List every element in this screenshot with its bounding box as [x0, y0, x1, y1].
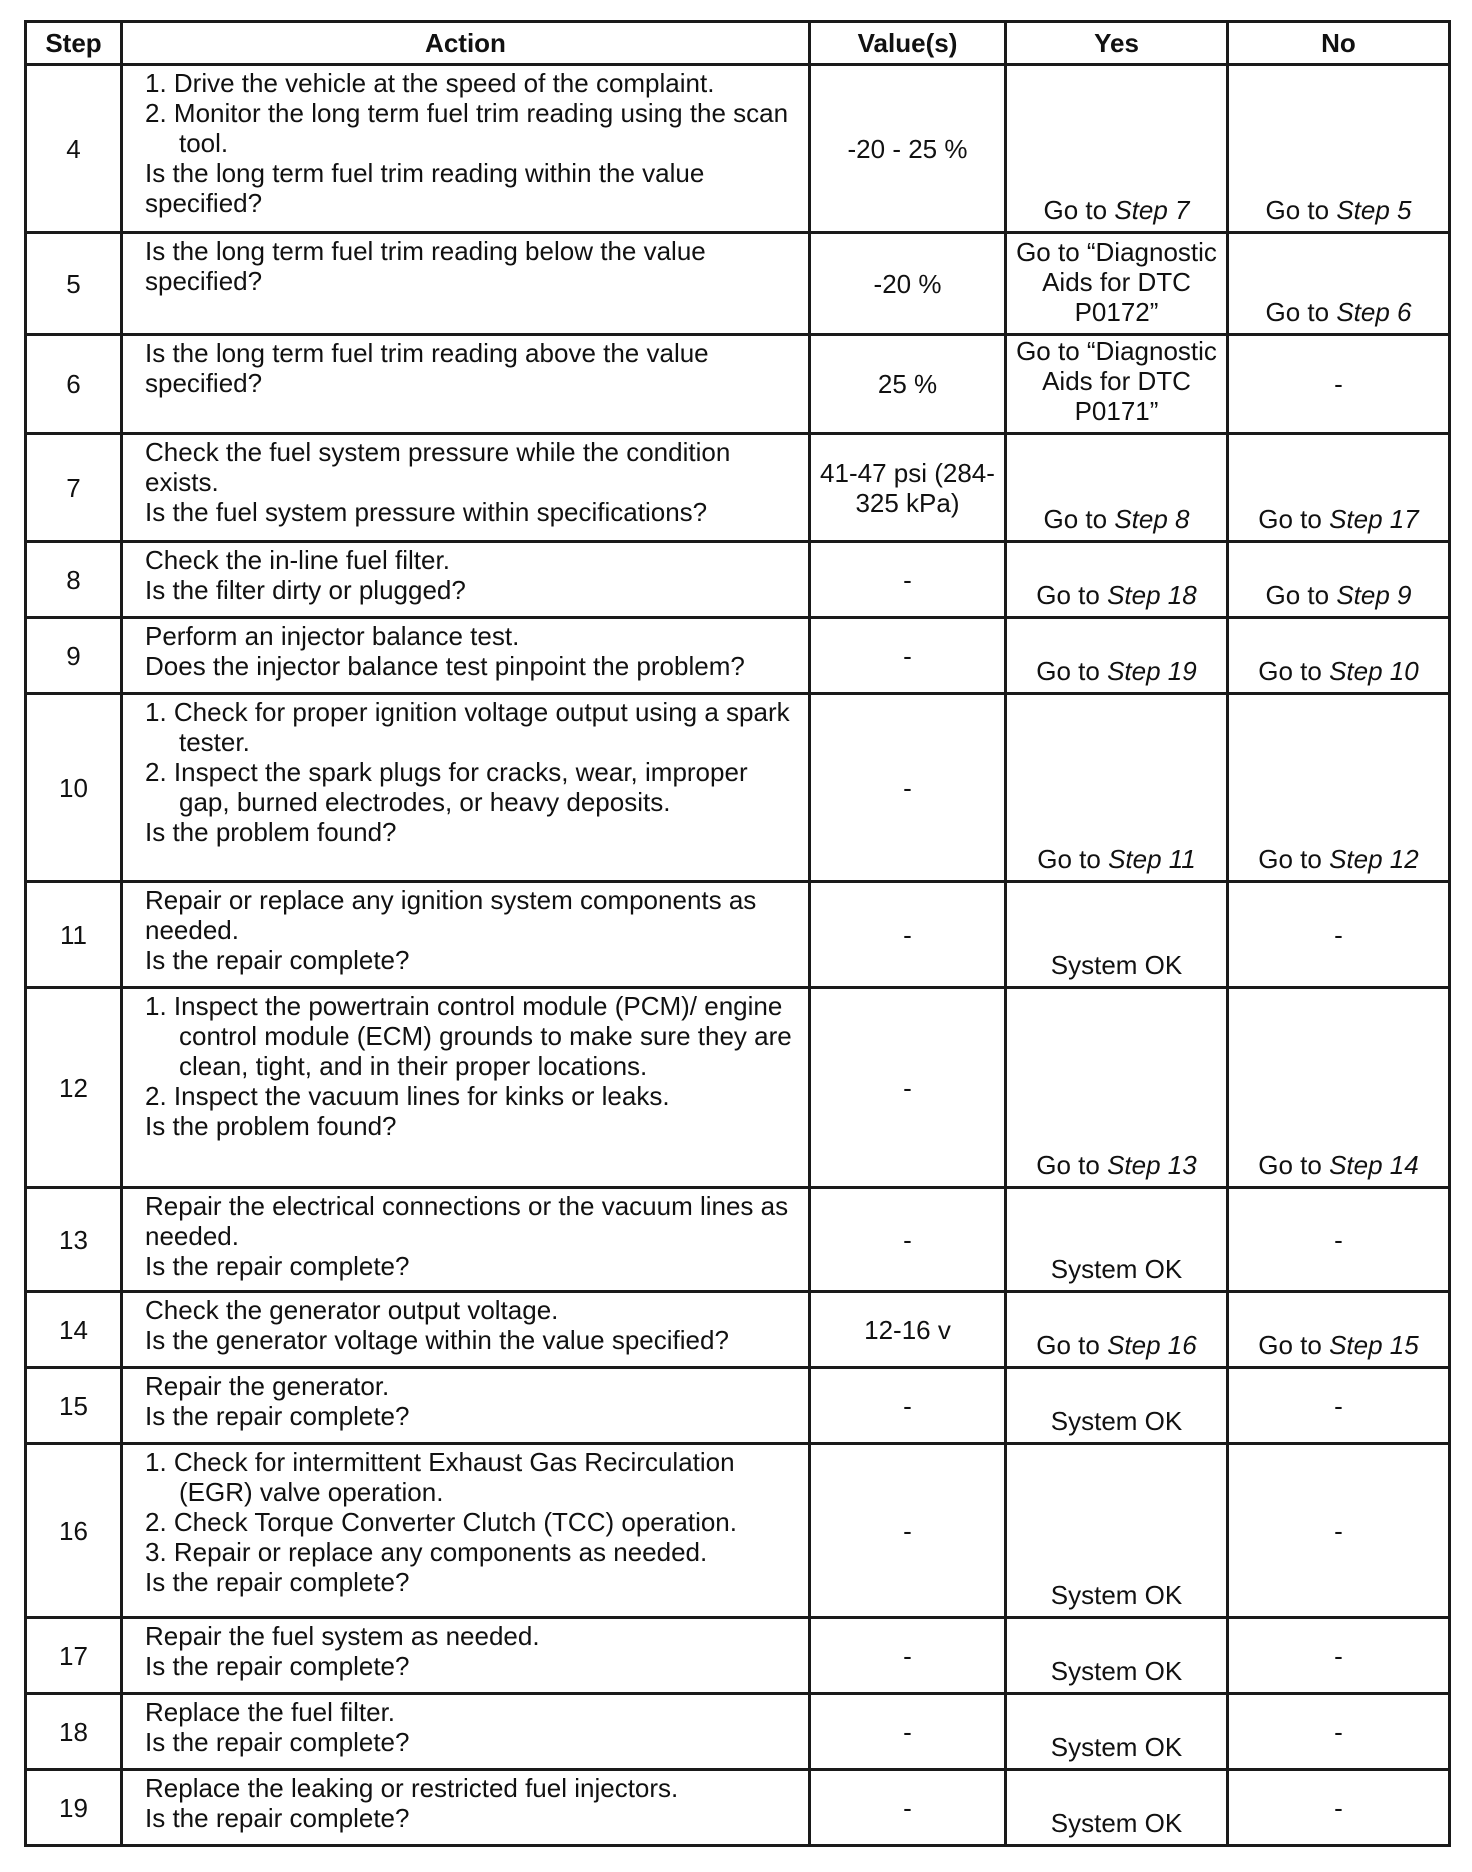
table-row	[26, 233, 1450, 335]
table-row	[26, 65, 1450, 233]
table-row	[26, 882, 1450, 988]
action-cell	[122, 233, 810, 335]
no-cell	[1228, 434, 1450, 542]
yes-cell	[1006, 335, 1228, 434]
action-cell	[122, 1188, 810, 1292]
no-cell	[1228, 1694, 1450, 1770]
step-number: 12	[26, 988, 122, 1188]
action-cell	[122, 618, 810, 694]
action-item: Replace the fuel filter.	[145, 1697, 396, 1727]
header-row	[26, 22, 1450, 65]
no-text: Go to Step 9	[1265, 580, 1412, 610]
action-question: Is the long term fuel trim reading below the value specified?	[145, 236, 706, 296]
value-text: -	[903, 564, 912, 595]
action-item: 1. Check for intermittent Exhaust Gas Recirculation (EGR) valve operation.	[145, 1447, 735, 1507]
action-item: Check the fuel system pressure while the condition exists.	[145, 437, 731, 497]
no-step-ref: Step 14	[1329, 1150, 1419, 1180]
action-item: 2. Inspect the spark plugs for cracks, wear, improper gap, burned electrodes, or heavy deposits.	[145, 757, 748, 817]
yes-cell	[1006, 1292, 1228, 1368]
action-cell	[122, 1292, 810, 1368]
diagnostic-table	[24, 20, 1451, 1847]
value-text: -	[903, 772, 912, 803]
table-row	[26, 1188, 1450, 1292]
yes-text: System OK	[1050, 1580, 1183, 1610]
action-question: Does the injector balance test pinpoint the problem?	[145, 651, 745, 681]
action-item: Check the in-line fuel filter.	[145, 545, 450, 575]
action-question: Is the generator voltage within the value specified?	[145, 1325, 729, 1355]
no-cell	[1228, 988, 1450, 1188]
action-cell	[122, 1444, 810, 1618]
table-row	[26, 335, 1450, 434]
step-number: 6	[26, 335, 122, 434]
yes-cell	[1006, 542, 1228, 618]
value-cell	[810, 542, 1006, 618]
action-question: Is the fuel system pressure within specifications?	[145, 497, 708, 527]
value-text: -	[903, 919, 912, 950]
table-row	[26, 1444, 1450, 1618]
value-cell	[810, 434, 1006, 542]
no-cell	[1228, 1770, 1450, 1846]
yes-cell	[1006, 1444, 1228, 1618]
header-yes: Yes	[1006, 22, 1228, 65]
action-item: 2. Check Torque Converter Clutch (TCC) operation.	[145, 1507, 737, 1537]
action-question: Is the repair complete?	[145, 1401, 410, 1431]
action-item: Repair the generator.	[145, 1371, 390, 1401]
action-cell	[122, 434, 810, 542]
step-number: 9	[26, 618, 122, 694]
value-text: -	[903, 640, 912, 671]
value-cell	[810, 988, 1006, 1188]
table-row	[26, 434, 1450, 542]
action-question: Is the repair complete?	[145, 1651, 410, 1681]
no-step-ref: Step 15	[1329, 1330, 1419, 1360]
yes-text: System OK	[1050, 950, 1183, 980]
yes-cell	[1006, 1770, 1228, 1846]
action-question: Is the filter dirty or plugged?	[145, 575, 466, 605]
no-cell	[1228, 335, 1450, 434]
no-text: -	[1334, 1515, 1343, 1546]
yes-cell	[1006, 1188, 1228, 1292]
no-text: -	[1334, 1390, 1343, 1421]
step-number: 4	[26, 65, 122, 233]
no-cell	[1228, 542, 1450, 618]
no-text: Go to Step 15	[1258, 1330, 1419, 1360]
yes-step-ref: Step 13	[1107, 1150, 1197, 1180]
value-cell	[810, 694, 1006, 882]
yes-cell	[1006, 988, 1228, 1188]
yes-cell	[1006, 434, 1228, 542]
no-text: -	[1334, 1224, 1343, 1255]
no-text: Go to Step 14	[1258, 1150, 1419, 1180]
no-text: Go to Step 17	[1258, 504, 1419, 534]
action-item: Repair the electrical connections or the vacuum lines as needed.	[145, 1191, 789, 1251]
no-step-ref: Step 12	[1329, 844, 1419, 874]
yes-cell	[1006, 65, 1228, 233]
yes-text: System OK	[1050, 1808, 1183, 1838]
action-item: 1. Check for proper ignition voltage output using a spark tester.	[145, 697, 790, 757]
no-text: -	[1334, 1640, 1343, 1671]
value-cell	[810, 1444, 1006, 1618]
no-cell	[1228, 618, 1450, 694]
action-cell	[122, 882, 810, 988]
yes-cell	[1006, 882, 1228, 988]
yes-text: System OK	[1050, 1254, 1183, 1284]
action-item: 3. Repair or replace any components as needed.	[145, 1537, 708, 1567]
value-cell	[810, 1188, 1006, 1292]
value-text: -	[903, 1224, 912, 1255]
yes-step-ref: Step 18	[1107, 580, 1197, 610]
value-cell	[810, 1292, 1006, 1368]
value-cell	[810, 1770, 1006, 1846]
no-cell	[1228, 882, 1450, 988]
table-row	[26, 1368, 1450, 1444]
action-cell	[122, 335, 810, 434]
value-cell	[810, 618, 1006, 694]
value-text: -	[903, 1390, 912, 1421]
action-item: Replace the leaking or restricted fuel injectors.	[145, 1773, 679, 1803]
yes-text: Go to Step 16	[1036, 1330, 1197, 1360]
action-item: Check the generator output voltage.	[145, 1295, 559, 1325]
header-no: No	[1228, 22, 1450, 65]
yes-text: Go to Step 11	[1037, 844, 1196, 874]
action-question: Is the problem found?	[145, 817, 397, 847]
action-question: Is the repair complete?	[145, 1567, 410, 1597]
no-cell	[1228, 694, 1450, 882]
step-number: 15	[26, 1368, 122, 1444]
yes-cell	[1006, 1368, 1228, 1444]
value-text: -	[903, 1716, 912, 1747]
no-step-ref: Step 10	[1329, 656, 1419, 686]
yes-text: Go to Step 19	[1036, 656, 1197, 686]
no-cell	[1228, 1444, 1450, 1618]
step-number: 16	[26, 1444, 122, 1618]
no-text: -	[1334, 369, 1343, 399]
yes-step-ref: Step 19	[1107, 656, 1197, 686]
header-step: Step	[26, 22, 122, 65]
no-cell	[1228, 233, 1450, 335]
step-number: 14	[26, 1292, 122, 1368]
value-cell	[810, 335, 1006, 434]
yes-text: Go to Step 13	[1036, 1150, 1197, 1180]
step-number: 5	[26, 233, 122, 335]
action-cell	[122, 1618, 810, 1694]
action-question: Is the long term fuel trim reading within the value specified?	[145, 158, 705, 218]
action-item: 2. Inspect the vacuum lines for kinks or leaks.	[145, 1081, 670, 1111]
action-question: Is the repair complete?	[145, 1251, 410, 1281]
value-text: -	[903, 1640, 912, 1671]
step-number: 11	[26, 882, 122, 988]
action-cell	[122, 694, 810, 882]
no-text: Go to Step 10	[1258, 656, 1419, 686]
table-row	[26, 694, 1450, 882]
value-cell	[810, 882, 1006, 988]
action-question: Is the long term fuel trim reading above the value specified?	[145, 338, 709, 398]
action-item: Repair or replace any ignition system components as needed.	[145, 885, 757, 945]
no-text: Go to Step 6	[1265, 297, 1412, 327]
action-item: 1. Inspect the powertrain control module (PCM)/ engine control module (ECM) grounds to make sure they are clean, tight, and in their proper locations.	[145, 991, 792, 1081]
step-number: 17	[26, 1618, 122, 1694]
value-text: -20 - 25 %	[847, 133, 968, 164]
yes-step-ref: Step 16	[1107, 1330, 1197, 1360]
table-row	[26, 1770, 1450, 1846]
no-cell	[1228, 65, 1450, 233]
value-text: 12-16 v	[864, 1314, 951, 1345]
yes-text: System OK	[1050, 1732, 1183, 1762]
table-row	[26, 988, 1450, 1188]
no-cell	[1228, 1368, 1450, 1444]
no-text: Go to Step 5	[1265, 195, 1412, 225]
no-step-ref: Step 9	[1336, 580, 1412, 610]
table-row	[26, 1618, 1450, 1694]
action-cell	[122, 988, 810, 1188]
value-cell	[810, 1618, 1006, 1694]
value-text: -	[903, 1792, 912, 1823]
action-question: Is the problem found?	[145, 1111, 397, 1141]
yes-step-ref: Step 8	[1114, 504, 1190, 534]
step-number: 18	[26, 1694, 122, 1770]
action-cell	[122, 542, 810, 618]
no-step-ref: Step 5	[1336, 195, 1412, 225]
yes-cell	[1006, 233, 1228, 335]
no-text: -	[1334, 919, 1343, 950]
action-cell	[122, 1368, 810, 1444]
action-question: Is the repair complete?	[145, 945, 410, 975]
action-cell	[122, 1694, 810, 1770]
no-text: -	[1334, 1716, 1343, 1747]
value-cell	[810, 1694, 1006, 1770]
action-item: 2. Monitor the long term fuel trim reading using the scan tool.	[145, 98, 789, 158]
yes-text: Go to “Diagnostic Aids for DTC P0171”	[1016, 336, 1217, 426]
value-cell	[810, 233, 1006, 335]
yes-text: Go to Step 8	[1043, 504, 1190, 534]
table-row	[26, 1694, 1450, 1770]
yes-step-ref: Step 11	[1108, 844, 1196, 874]
table-row	[26, 1292, 1450, 1368]
table-row	[26, 618, 1450, 694]
table-row	[26, 542, 1450, 618]
action-question: Is the repair complete?	[145, 1803, 410, 1833]
yes-text: System OK	[1050, 1656, 1183, 1686]
value-text: -20 %	[873, 268, 942, 299]
value-cell	[810, 65, 1006, 233]
step-number: 13	[26, 1188, 122, 1292]
value-cell	[810, 1368, 1006, 1444]
value-text: -	[903, 1072, 912, 1103]
yes-step-ref: Step 7	[1114, 195, 1190, 225]
yes-cell	[1006, 618, 1228, 694]
header-action: Action	[122, 22, 810, 65]
yes-text: Go to “Diagnostic Aids for DTC P0172”	[1016, 237, 1217, 327]
yes-cell	[1006, 1618, 1228, 1694]
value-text: -	[903, 1515, 912, 1546]
action-item: Perform an injector balance test.	[145, 621, 520, 651]
no-step-ref: Step 6	[1336, 297, 1412, 327]
action-cell	[122, 1770, 810, 1846]
value-text: 41-47 psi (284-325 kPa)	[820, 457, 995, 518]
yes-text: Go to Step 18	[1036, 580, 1197, 610]
no-step-ref: Step 17	[1329, 504, 1419, 534]
action-question: Is the repair complete?	[145, 1727, 410, 1757]
value-text: 25 %	[877, 369, 938, 399]
step-number: 19	[26, 1770, 122, 1846]
action-item: Repair the fuel system as needed.	[145, 1621, 540, 1651]
step-number: 7	[26, 434, 122, 542]
yes-text: Go to Step 7	[1043, 195, 1190, 225]
no-cell	[1228, 1188, 1450, 1292]
action-item: 1. Drive the vehicle at the speed of the complaint.	[145, 68, 715, 98]
no-text: Go to Step 12	[1258, 844, 1419, 874]
yes-cell	[1006, 694, 1228, 882]
yes-text: System OK	[1050, 1406, 1183, 1436]
no-cell	[1228, 1292, 1450, 1368]
header-value: Value(s)	[810, 22, 1006, 65]
step-number: 8	[26, 542, 122, 618]
no-text: -	[1334, 1792, 1343, 1823]
step-number: 10	[26, 694, 122, 882]
no-cell	[1228, 1618, 1450, 1694]
action-cell	[122, 65, 810, 233]
yes-cell	[1006, 1694, 1228, 1770]
table-body	[26, 65, 1450, 1846]
